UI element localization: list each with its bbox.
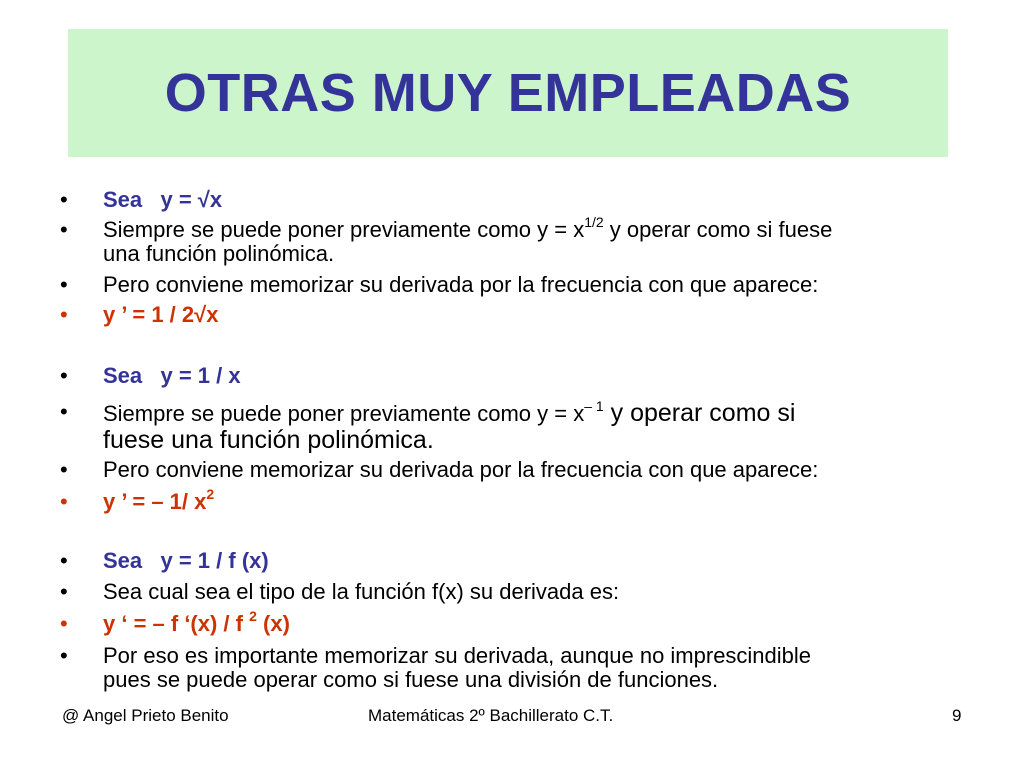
item-text: Siempre se puede poner previamente como y = x (103, 401, 585, 426)
equation: y = √x (160, 187, 223, 212)
equation: y = 1 / f (x) (160, 548, 269, 573)
page-title: OTRAS MUY EMPLEADAS (164, 63, 852, 123)
sea-label: Sea (103, 187, 143, 212)
equation: y = 1 / x (160, 363, 241, 388)
derivative-formula: y ‘ = – f ‘(x) / f (103, 611, 250, 636)
footer-course: Matemáticas 2º Bachillerato C.T. (368, 706, 614, 725)
bullet-dot: • (60, 217, 68, 242)
item-text-rest: y operar como si (603, 399, 796, 427)
bullet-dot: • (60, 579, 68, 604)
exponent: 2 (206, 485, 215, 502)
item-text: Pero conviene memorizar su derivada por la frecuencia con que aparece: (103, 272, 819, 297)
bullet-dot: • (60, 187, 68, 212)
item-text-line2: una función polinómica. (103, 241, 335, 266)
bullet-dot: • (60, 457, 68, 482)
exponent: – 1 (584, 397, 604, 414)
exponent: 1/2 (584, 213, 604, 230)
item-text: Sea cual sea el tipo de la función f(x) su derivada es: (103, 579, 620, 604)
bullet-dot: • (60, 548, 68, 573)
item-text-line2: fuese una función polinómica. (103, 426, 434, 454)
exponent: 2 (249, 607, 257, 624)
item-text-line2: pues se puede operar como si fuese una división de funciones. (103, 667, 719, 692)
bullet-dot: • (60, 302, 68, 327)
footer-page-number: 9 (952, 706, 962, 725)
sea-label: Sea (103, 548, 143, 573)
bullet-dot: • (60, 272, 68, 297)
item-text: Pero conviene memorizar su derivada por la frecuencia con que aparece: (103, 457, 819, 482)
formula-rest: (x) (256, 611, 290, 636)
item-text: Siempre se puede poner previamente como y = x (103, 217, 585, 242)
bullet-dot: • (60, 611, 68, 636)
item-text-line1: Por eso es importante memorizar su derivada, aunque no imprescindible (103, 643, 812, 668)
bullet-dot: • (60, 489, 68, 514)
bullet-dot: • (60, 643, 68, 668)
bullet-dot: • (60, 399, 68, 424)
footer-author: @ Angel Prieto Benito (62, 706, 229, 725)
derivative-formula: y ’ = 1 / 2√x (103, 302, 219, 327)
derivative-formula: y ’ = – 1/ x (103, 489, 207, 514)
item-text-rest: y operar como si fuese (603, 217, 833, 242)
bullet-dot: • (60, 363, 68, 388)
sea-label: Sea (103, 363, 143, 388)
